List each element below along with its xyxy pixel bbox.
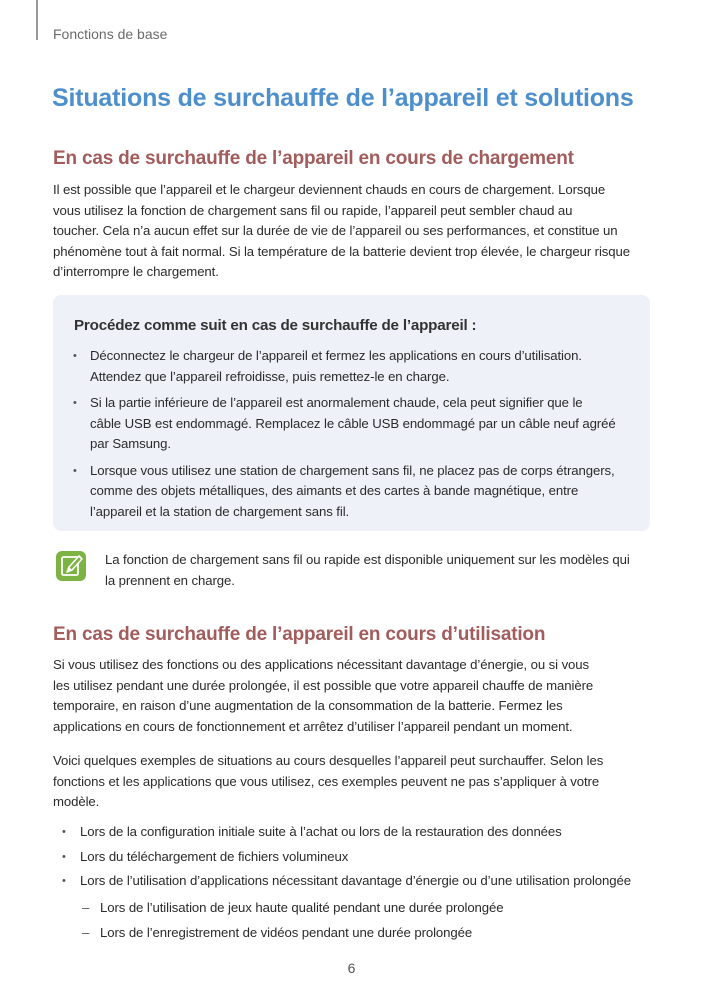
usage-paragraph-2 xyxy=(53,751,653,813)
text-line: La fonction de chargement sans fil ou rapide est disponible uniquement sur les modèles qui xyxy=(105,552,630,567)
examples-list xyxy=(62,822,662,896)
box-title: Procédez comme suit en cas de surchauffe de l’appareil : xyxy=(74,317,477,334)
text-line: modèle. xyxy=(53,794,100,809)
section-label: Fonctions de base xyxy=(53,26,168,42)
list-item xyxy=(62,847,662,868)
instructions-list xyxy=(73,346,633,528)
text-line: applications en cours de fonctionnement et arrêtez d’utiliser l’appareil pendant un moment. xyxy=(53,718,573,734)
text-line: par Samsung. xyxy=(90,436,171,451)
usage-paragraph-1 xyxy=(53,655,653,737)
text-line: Si la partie inférieure de l’appareil est anormalement chaude, cela peut signifier que le xyxy=(90,395,583,410)
page-title: Situations de surchauffe de l’appareil et solutions xyxy=(52,84,634,112)
bullet-icon: • xyxy=(73,464,77,477)
header-rule xyxy=(36,0,38,40)
bullet-icon: • xyxy=(73,397,77,409)
list-item-text: Lors de l’utilisation de jeux haute qualité pendant une durée prolongée xyxy=(100,900,504,915)
list-item xyxy=(73,461,633,523)
text-line: temporaire, en raison d’une augmentation de la consommation de la batterie. Fermez les xyxy=(53,698,563,713)
list-item xyxy=(73,346,633,387)
charging-heading: En cas de surchauffe de l’appareil en cours de chargement xyxy=(53,148,574,169)
text-line: Attendez que l’appareil refroidisse, puis remettez-le en charge. xyxy=(90,368,450,384)
text-line: Si vous utilisez des fonctions ou des applications nécessitant davantage d’énergie, ou si vous xyxy=(53,657,590,672)
text-line: Déconnectez le chargeur de l’appareil et fermez les applications en cours d’utilisation. xyxy=(90,348,582,363)
note-pencil-icon xyxy=(55,550,87,582)
list-item-text: Lors du téléchargement de fichiers volumineux xyxy=(80,848,349,864)
list-item xyxy=(73,393,633,455)
dash-icon: – xyxy=(82,900,90,915)
bullet-icon: • xyxy=(73,350,77,362)
page-number: 6 xyxy=(347,960,356,976)
bullet-icon: • xyxy=(62,850,66,863)
text-line: phénomène tout à fait normal. Si la température de la batterie devient trop élevée, le chargeur risque xyxy=(53,243,630,259)
text-line: câble USB est endommagé. Remplacez le câble USB endommagé par un câble neuf agréé xyxy=(90,415,616,431)
list-item-text: Lors de l’enregistrement de vidéos pendant une durée prolongée xyxy=(100,924,473,940)
instructions-box xyxy=(53,295,650,531)
list-item-text: Lors de la configuration initiale suite à l’achat ou lors de la restauration des données xyxy=(80,824,562,839)
text-line: fonctions et les applications que vous utilisez, ces exemples peuvent ne pas s’appliquer à votre xyxy=(53,773,600,789)
bullet-icon: • xyxy=(62,875,66,887)
dash-icon: – xyxy=(82,924,90,940)
text-line: Lorsque vous utilisez une station de chargement sans fil, ne placez pas de corps étrangers, xyxy=(90,462,615,478)
text-line: l’appareil et la station de chargement sans fil. xyxy=(90,503,350,519)
text-line: Il est possible que l’appareil et le chargeur deviennent chauds en cours de chargement. Lorsque xyxy=(53,182,606,197)
text-line: d’interrompre le chargement. xyxy=(53,264,219,279)
examples-sublist xyxy=(82,898,662,947)
list-item-text: Lors de l’utilisation d’applications nécessitant davantage d’énergie ou d’une utilisation prolongée xyxy=(80,873,631,888)
charging-paragraph xyxy=(53,180,653,283)
note-text xyxy=(105,550,650,591)
text-line: vous utilisez la fonction de chargement sans fil ou rapide, l’appareil peut sembler chaud au xyxy=(53,202,573,218)
text-line: comme des objets métalliques, des aimants et des cartes à bande magnétique, entre xyxy=(90,483,579,498)
text-line: Voici quelques exemples de situations au cours desquelles l’appareil peut surchauffer. Selon les xyxy=(53,753,604,768)
list-item xyxy=(62,871,662,892)
bullet-icon: • xyxy=(62,826,66,838)
list-item xyxy=(62,822,662,843)
text-line: toucher. Cela n’a aucun effet sur la durée de vie de l’appareil ou ses performances, et constitue un xyxy=(53,223,618,238)
text-line: les utilisez pendant une durée prolongée, il est possible que votre appareil chauffe de manière xyxy=(53,677,594,693)
sub-list-item xyxy=(82,898,662,919)
sub-list-item xyxy=(82,923,662,944)
text-line: la prennent en charge. xyxy=(105,572,235,588)
usage-heading: En cas de surchauffe de l’appareil en cours d’utilisation xyxy=(53,624,546,645)
